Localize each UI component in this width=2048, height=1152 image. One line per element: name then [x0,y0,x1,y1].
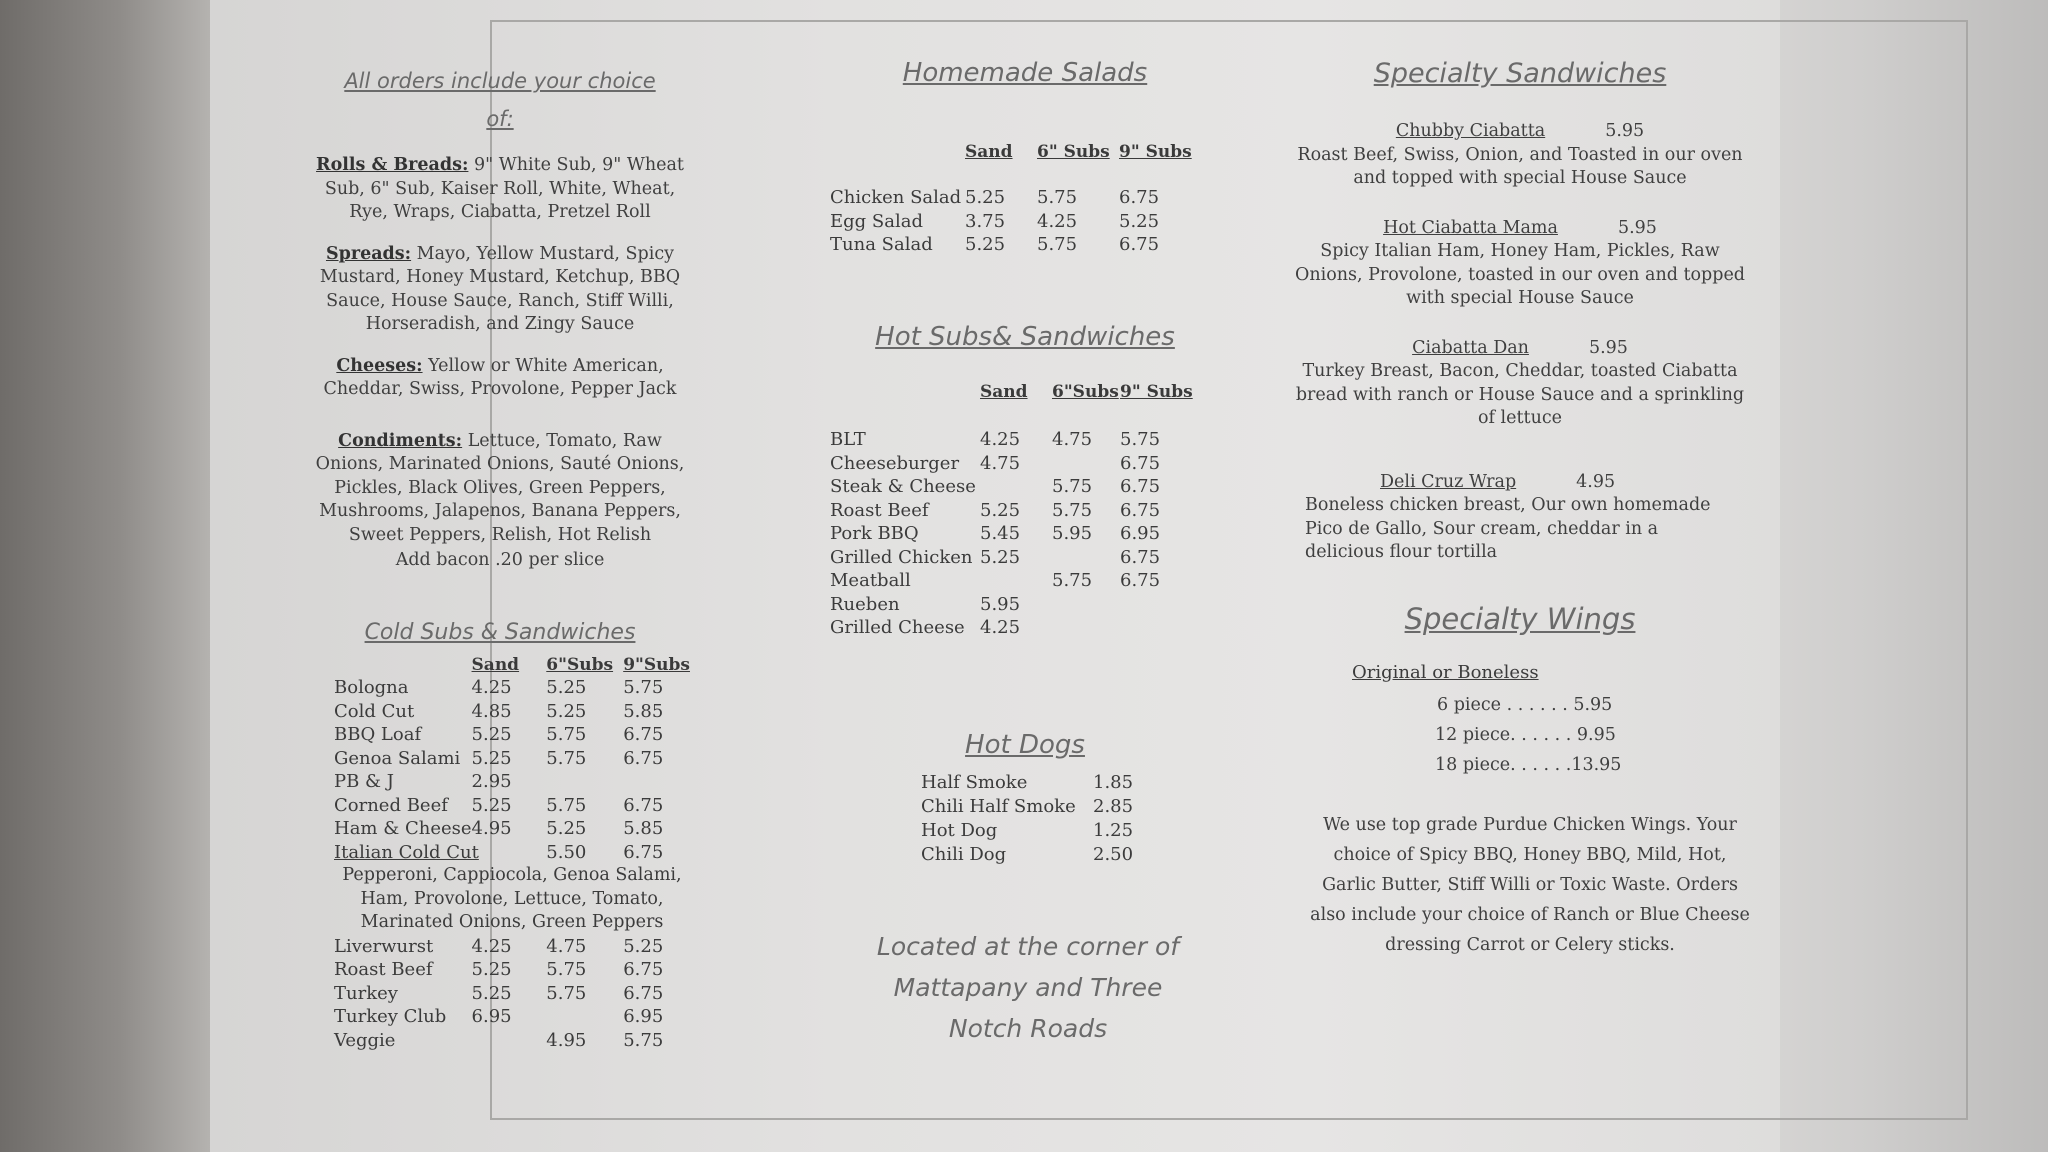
sections [310,154,690,573]
price-sand [980,569,1052,593]
price-9-sub [1120,593,1200,617]
price-sand [980,475,1052,499]
specialty-description: Spicy Italian Ham, Honey Ham, Pickles, Raw Onions, Provolone, toasted in our oven and topped with special House Sauce [1294,241,1746,308]
specialty-item [1290,471,1750,565]
hot-header-row [830,382,1200,428]
table-row [334,794,690,818]
item-name: Chili Dog [921,843,1007,865]
item-name: Liverwurst [334,935,434,957]
price-6-sub: 5.75 [546,747,587,769]
price-sand: 5.95 [980,593,1021,615]
item-name: Half Smoke [921,771,1028,793]
dogs-table [921,770,1153,866]
price-6-sub: 5.25 [546,818,587,840]
cold-table [334,654,690,1052]
price-6-sub [546,770,623,794]
wings-option: 6 piece . . . . . . 5.95 [1437,695,1613,715]
salads-table [830,142,1192,257]
table-row [830,210,1192,234]
item-name: Turkey [334,982,398,1004]
table-row [830,499,1200,523]
price-9-sub: 6.75 [623,747,664,769]
specialty-name: Deli Cruz Wrap [1380,471,1517,492]
item-name: Veggie [334,1029,396,1051]
italian-row [334,841,690,865]
price-9-sub: 6.75 [1120,452,1161,474]
price-sand: 3.75 [965,210,1006,232]
table-row [830,428,1200,452]
price-6-sub: 5.75 [546,959,587,981]
price-9-sub: 6.75 [1120,499,1161,521]
price-6-sub: 5.25 [546,677,587,699]
hot-col-9subs: 9" Subs [1120,382,1193,402]
price-9-sub: 6.75 [623,982,664,1004]
table-row [830,569,1200,593]
item-name: Ham & Cheese [334,818,472,840]
price-sand: 5.25 [471,794,512,816]
price-sand: 5.45 [980,523,1021,545]
price-9-sub: 6.75 [1120,476,1161,498]
table-row [830,233,1192,257]
item-name: Steak & Cheese [830,476,976,498]
table-row [921,770,1153,794]
dogs-body [921,770,1153,866]
table-row [830,522,1200,546]
item-name: Roast Beef [334,959,433,981]
item-name: PB & J [334,771,395,793]
hot-table [830,382,1200,640]
table-row [830,616,1200,640]
item-name: Chicken Salad [830,187,962,209]
item-name: Meatball [830,570,911,592]
cold-body [334,676,690,1052]
price-sand: 5.25 [965,187,1006,209]
cold-heading: Cold Subs & Sandwiches [364,620,636,645]
specialty-item [1290,337,1750,431]
price-6-sub [1052,546,1120,570]
item-name: Rueben [830,593,900,615]
price-6-sub: 4.75 [546,935,587,957]
item-name: Cold Cut [334,700,415,722]
table-row [334,700,690,724]
table-row [334,747,690,771]
specialty-title-line [1290,337,1750,361]
item-price: 2.85 [1093,795,1134,817]
price-9-sub [623,770,690,794]
section-condiments: Condiments: Lettuce, Tomato, Raw Onions, Marinated Onions, Sauté Onions, Pickles, Black Olives, Green Peppers, Mushrooms, Jalapenos, Banana Peppers, Sweet Peppers, Relish, Hot Relish [315,430,685,545]
location-note: Located at the corner of Mattapany and Three Notch Roads [876,932,1180,1043]
price-sand: 5.25 [980,546,1021,568]
price-6-sub: 5.75 [1052,499,1093,521]
price-9-sub: 5.75 [623,1029,664,1051]
item-price: 2.50 [1093,843,1134,865]
item-name: BBQ Loaf [334,724,422,746]
price-9-sub: 6.95 [1120,523,1161,545]
price-sand: 5.25 [471,747,512,769]
price-sand: 5.25 [980,499,1021,521]
price-6-sub: 5.75 [546,982,587,1004]
dogs-heading: Hot Dogs [965,730,1085,760]
specialty-description: Boneless chicken breast, Our own homemade Pico de Gallo, Sour cream, cheddar in a delicious flour tortilla [1305,495,1711,562]
price-6-sub: 5.50 [546,841,587,863]
item-name: Roast Beef [830,499,929,521]
table-row [921,794,1153,818]
specialty-price: 4.95 [1576,471,1616,492]
price-9-sub: 6.75 [623,841,664,863]
table-row [830,475,1200,499]
table-row [334,935,690,959]
salads-heading: Homemade Salads [902,58,1148,88]
item-name: Cheeseburger [830,452,960,474]
table-row [334,1005,690,1029]
table-row [830,593,1200,617]
specialty-price: 5.95 [1605,121,1645,141]
table-row [334,723,690,747]
price-9-sub: 5.75 [623,677,664,699]
price-9-sub: 6.75 [623,959,664,981]
section-spreads: Spreads: Mayo, Yellow Mustard, Spicy Mustard, Honey Mustard, Ketchup, BBQ Sauce, House Sauce, Ranch, Stiff Willi, Horseradish, and Zingy Sauce [319,243,681,334]
specialty-title-line [1290,217,1750,241]
col-sand: Sand [471,655,520,675]
price-sand: 4.25 [980,617,1021,639]
specialty-description: Turkey Breast, Bacon, Cheddar, toasted Ciabatta bread with ranch or House Sauce and a sprinkling of lettuce [1295,361,1745,428]
table-row [830,452,1200,476]
price-6-sub [1052,616,1120,640]
item-name: Grilled Chicken [830,546,973,568]
specialty-description: Roast Beef, Swiss, Onion, and Toasted in our oven and topped with special House Sauce [1297,144,1743,188]
salad-col-6subs: 6" Subs [1037,142,1110,162]
col-6subs: 6"Subs [546,655,614,675]
item-name: Pork BBQ [830,523,919,545]
price-6-sub: 5.75 [1052,570,1093,592]
wings-option: 12 piece. . . . . . 9.95 [1435,725,1616,745]
price-sand: 4.75 [980,452,1021,474]
salad-body [830,186,1192,257]
item-name: Chili Half Smoke [921,795,1076,817]
price-6-sub: 5.25 [546,700,587,722]
specialty-price: 5.95 [1588,337,1628,358]
price-9-sub: 5.25 [1119,210,1160,232]
price-sand: 5.25 [965,234,1006,256]
hot-heading: Hot Subs& Sandwiches [875,322,1175,352]
price-sand: 4.85 [471,700,512,722]
table-row [334,817,690,841]
col-9subs: 9"Subs [623,655,690,675]
price-6-sub: 4.75 [1052,429,1093,451]
price-9-sub: 6.75 [623,794,664,816]
price-9-sub [1120,616,1200,640]
specialty-item [1290,120,1750,191]
item-name: Turkey Club [334,1006,447,1028]
price-sand: 5.25 [471,724,512,746]
italian-desc-row [334,864,690,935]
price-9-sub: 6.75 [623,724,664,746]
salads-header-row [830,142,1192,186]
specialty-heading: Specialty Sandwiches [1373,58,1667,89]
item-name: BLT [830,429,866,451]
cold-header-row [334,654,690,676]
price-6-sub: 5.75 [546,794,587,816]
price-6-sub: 5.75 [1052,476,1093,498]
table-row [830,186,1192,210]
price-9-sub: 5.85 [623,700,664,722]
specialty-name: Hot Ciabatta Mama [1383,217,1558,238]
price-sand: 4.95 [471,818,512,840]
item-name: Grilled Cheese [830,617,965,639]
price-6-sub: 5.75 [1037,187,1078,209]
price-sand [472,1029,547,1053]
section-rolls: Rolls & Breads: 9" White Sub, 9" Wheat Sub, 6" Sub, Kaiser Roll, White, Wheat, Rye, Wraps, Ciabatta, Pretzel Roll [316,155,684,222]
price-6-sub: 4.95 [546,1029,587,1051]
price-9-sub: 5.75 [1120,429,1161,451]
price-9-sub: 6.75 [1119,234,1160,256]
specialty-item [1290,217,1750,311]
specialty-price: 5.95 [1617,217,1657,238]
table-row [334,676,690,700]
price-sand: 5.25 [471,982,512,1004]
price-9-sub: 6.75 [1120,546,1161,568]
specialty-title-line [1305,471,1750,495]
table-row [921,842,1153,866]
salad-col-9subs: 9" Subs [1119,142,1192,162]
price-sand: 4.25 [471,677,512,699]
price-sand: 6.95 [471,1006,512,1028]
intro-heading: All orders include your choice of: [344,69,656,131]
price-6-sub: 5.75 [546,724,587,746]
price-9-sub: 6.95 [623,1006,664,1028]
table-row [334,1029,690,1053]
table-row [334,982,690,1006]
price-sand: 5.25 [471,959,512,981]
item-price: 1.25 [1093,819,1134,841]
specialty-list [1290,120,1750,565]
wings-list [1435,690,1621,780]
price-9-sub: 6.75 [1119,187,1160,209]
hot-col-6subs: 6"Subs [1052,382,1119,402]
wings-sub: Original or Boneless [1352,662,1539,683]
price-6-sub [1052,452,1120,476]
price-9-sub: 5.25 [623,935,664,957]
item-description: Pepperoni, Cappiocola, Genoa Salami, Ham, Provolone, Lettuce, Tomato, Marinated Onions, Green Peppers [342,865,682,932]
item-name: Hot Dog [921,819,998,841]
price-6-sub: 5.95 [1052,523,1093,545]
wings-heading: Specialty Wings [1404,602,1636,636]
salad-col-sand: Sand [965,142,1013,162]
table-row [921,818,1153,842]
price-6-sub: 5.75 [1037,234,1078,256]
specialty-name: Ciabatta Dan [1412,337,1529,358]
item-name: Bologna [334,677,409,699]
wings-option: 18 piece. . . . . .13.95 [1435,755,1622,775]
specialty-name: Chubby Ciabatta [1395,121,1546,141]
specialty-title-line [1290,120,1750,144]
table-row [334,958,690,982]
bacon-note: Add bacon .20 per slice [395,550,605,570]
table-row [334,770,690,794]
price-9-sub: 5.85 [623,818,664,840]
price-6-sub [1052,593,1120,617]
item-name: Corned Beef [334,794,448,816]
item-name: Tuna Salad [830,234,933,256]
wings-note: We use top grade Purdue Chicken Wings. Your choice of Spicy BBQ, Honey BBQ, Mild, Hot, Garlic Butter, Stiff Willi or Toxic Waste. Orders also include your choice of Ranch or Blue Cheese dressing Carrot or Celery sticks. [1310,815,1750,955]
price-sand: 4.25 [980,429,1021,451]
price-6-sub: 4.25 [1037,210,1078,232]
price-sand: 4.25 [471,935,512,957]
item-name: Genoa Salami [334,747,461,769]
item-price: 1.85 [1093,771,1134,793]
item-name: Egg Salad [830,210,923,232]
menu-paper [210,0,1780,1152]
price-sand: 2.95 [471,771,512,793]
hot-col-sand: Sand [980,382,1028,402]
hot-body [830,428,1200,640]
section-cheeses: Cheeses: Yellow or White American, Cheddar, Swiss, Provolone, Pepper Jack [323,355,677,399]
price-9-sub: 6.75 [1120,570,1161,592]
price-6-sub [546,1005,623,1029]
table-row [830,546,1200,570]
item-name: Italian Cold Cut [334,841,479,863]
